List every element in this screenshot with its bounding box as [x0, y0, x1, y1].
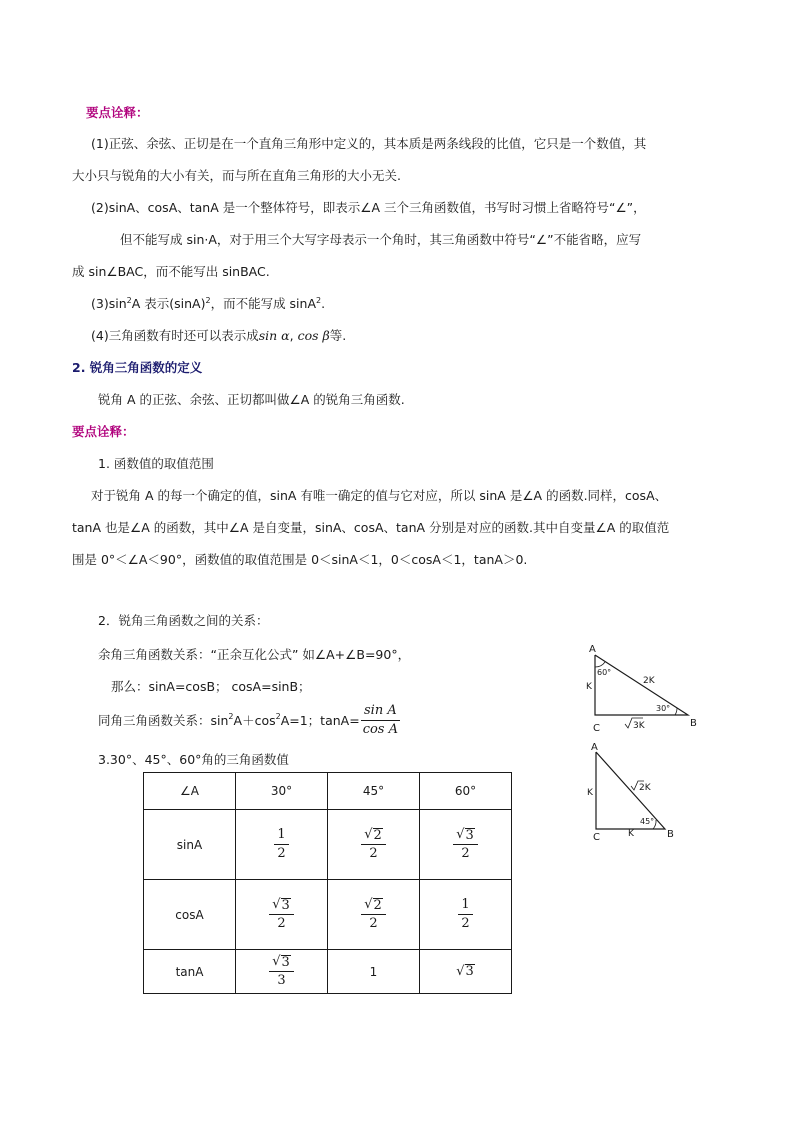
section-2-heading: 2. 锐角三角函数的定义	[72, 360, 203, 375]
sin-alpha: sin α	[258, 328, 290, 343]
tri2-side-ab: 2K	[639, 783, 651, 793]
triangle-30-60-diagram	[585, 640, 705, 740]
row-label-tan: tanA	[144, 950, 236, 994]
note-2-line-2: 但不能写成 sin·A，对于用三个大写字母表示一个角时，其三角函数中符号“∠”不能省略，应写	[120, 232, 642, 247]
tan-fraction: $\frac{\text{sin A}}{\text{cos A}}$	[362, 702, 399, 737]
row-label-cos: cosA	[144, 880, 236, 950]
cos-beta: cos β	[297, 328, 330, 343]
tan-45: 1	[328, 950, 420, 994]
same-angle-relation: 同角三角函数关系：sin $^2$ A＋cos $^2$ A=1；tanA= $\frac{\text{sin A}}{\text{cos A}}$	[98, 700, 401, 740]
range-line-2: tanA 也是∠A 的函数，其中∠A 是自变量，sinA、cosA、tanA 分别是对应的函数.其中自变量∠A 的取值范	[72, 520, 670, 535]
cos-45: √ 2 2	[328, 880, 420, 950]
relations-subheading: 2．锐角三角函数之间的关系：	[98, 613, 269, 628]
trig-values-table	[143, 772, 512, 994]
tri2-side-bc: K	[628, 829, 634, 839]
table-row-cos	[144, 880, 512, 950]
tri1-vertex-b: B	[690, 718, 697, 729]
tan-30: √ 3 3	[236, 950, 328, 994]
triangle-2-outline	[596, 752, 665, 829]
complementary-relation: 余角三角函数关系：“正余互化公式” 如∠A+∠B=90°，	[98, 647, 411, 662]
tri1-side-bc: 3K	[633, 721, 645, 731]
key-points-heading-2: 要点诠释：	[72, 424, 135, 439]
tri2-vertex-c: C	[593, 832, 600, 843]
triangle-1-outline	[595, 655, 688, 715]
table-row-sin	[144, 810, 512, 880]
tri2-vertex-a: A	[591, 742, 598, 753]
tri1-angle-a: 60°	[597, 668, 612, 677]
note-1-line-2: 大小只与锐角的大小有关，而与所在直角三角形的大小无关.	[72, 168, 401, 183]
complementary-formulas: 那么：sinA=cosB； cosA=sinB；	[111, 679, 311, 694]
note-3: $(3)\sin^2A$ 表示$(\sin A)^2$，而不能写成 sinA$^2$.	[91, 295, 326, 311]
header-30: 30°	[236, 773, 328, 810]
range-subheading: 1. 函数值的取值范围	[98, 456, 214, 471]
sin-30: $\frac{1}{2}$	[236, 810, 328, 880]
key-points-heading: 要点诠释：	[86, 105, 149, 120]
tan-60: √ 3	[420, 950, 512, 994]
sin-45: √ 2 2	[328, 810, 420, 880]
cos-30: √ 3 2	[236, 880, 328, 950]
header-45: 45°	[328, 773, 420, 810]
note-2-line-3: 成 sin∠BAC，而不能写出 sinBAC.	[72, 264, 270, 279]
tri1-side-ac: K	[586, 682, 592, 692]
note-1-line-1: (1)正弦、余弦、正切是在一个直角三角形中定义的，其本质是两条线段的比值，它只是一个数值，其	[91, 136, 647, 151]
note-2-line-1: (2)sinA、cosA、tanA 是一个整体符号，即表示∠A 三个三角函数值，书写时习惯上省略符号“∠”，	[91, 200, 646, 215]
note-4: (4)三角函数有时还可以表示成sin α, cos β等.	[91, 328, 347, 343]
range-line-3: 围是 0°＜∠A＜90°，函数值的取值范围是 0＜sinA＜1，0＜cosA＜1，tanA＞0.	[72, 552, 528, 567]
tri2-angle-b: 45°	[640, 817, 655, 826]
section-3-heading: 3.30°、45°、60°角的三角函数值	[98, 752, 289, 767]
section-2-body: 锐角 A 的正弦、余弦、正切都叫做∠A 的锐角三角函数.	[98, 392, 405, 407]
table-row-tan	[144, 950, 512, 994]
table-header-row	[144, 773, 512, 810]
sin-60: √ 3 2	[420, 810, 512, 880]
tri2-vertex-b: B	[667, 829, 674, 840]
tri1-angle-b: 30°	[656, 704, 671, 713]
tri1-vertex-c: C	[593, 723, 600, 734]
row-label-sin: sinA	[144, 810, 236, 880]
tri2-side-ac: K	[587, 788, 593, 798]
cos-60: $\frac{1}{2}$	[420, 880, 512, 950]
tri1-side-ab: 2K	[643, 676, 655, 686]
triangle-45-diagram	[585, 738, 685, 848]
tri1-vertex-a: A	[589, 644, 596, 655]
header-60: 60°	[420, 773, 512, 810]
range-line-1: 对于锐角 A 的每一个确定的值，sinA 有唯一确定的值与它对应，所以 sinA 是∠A 的函数.同样，cosA、	[91, 488, 668, 503]
header-angle: ∠A	[144, 773, 236, 810]
